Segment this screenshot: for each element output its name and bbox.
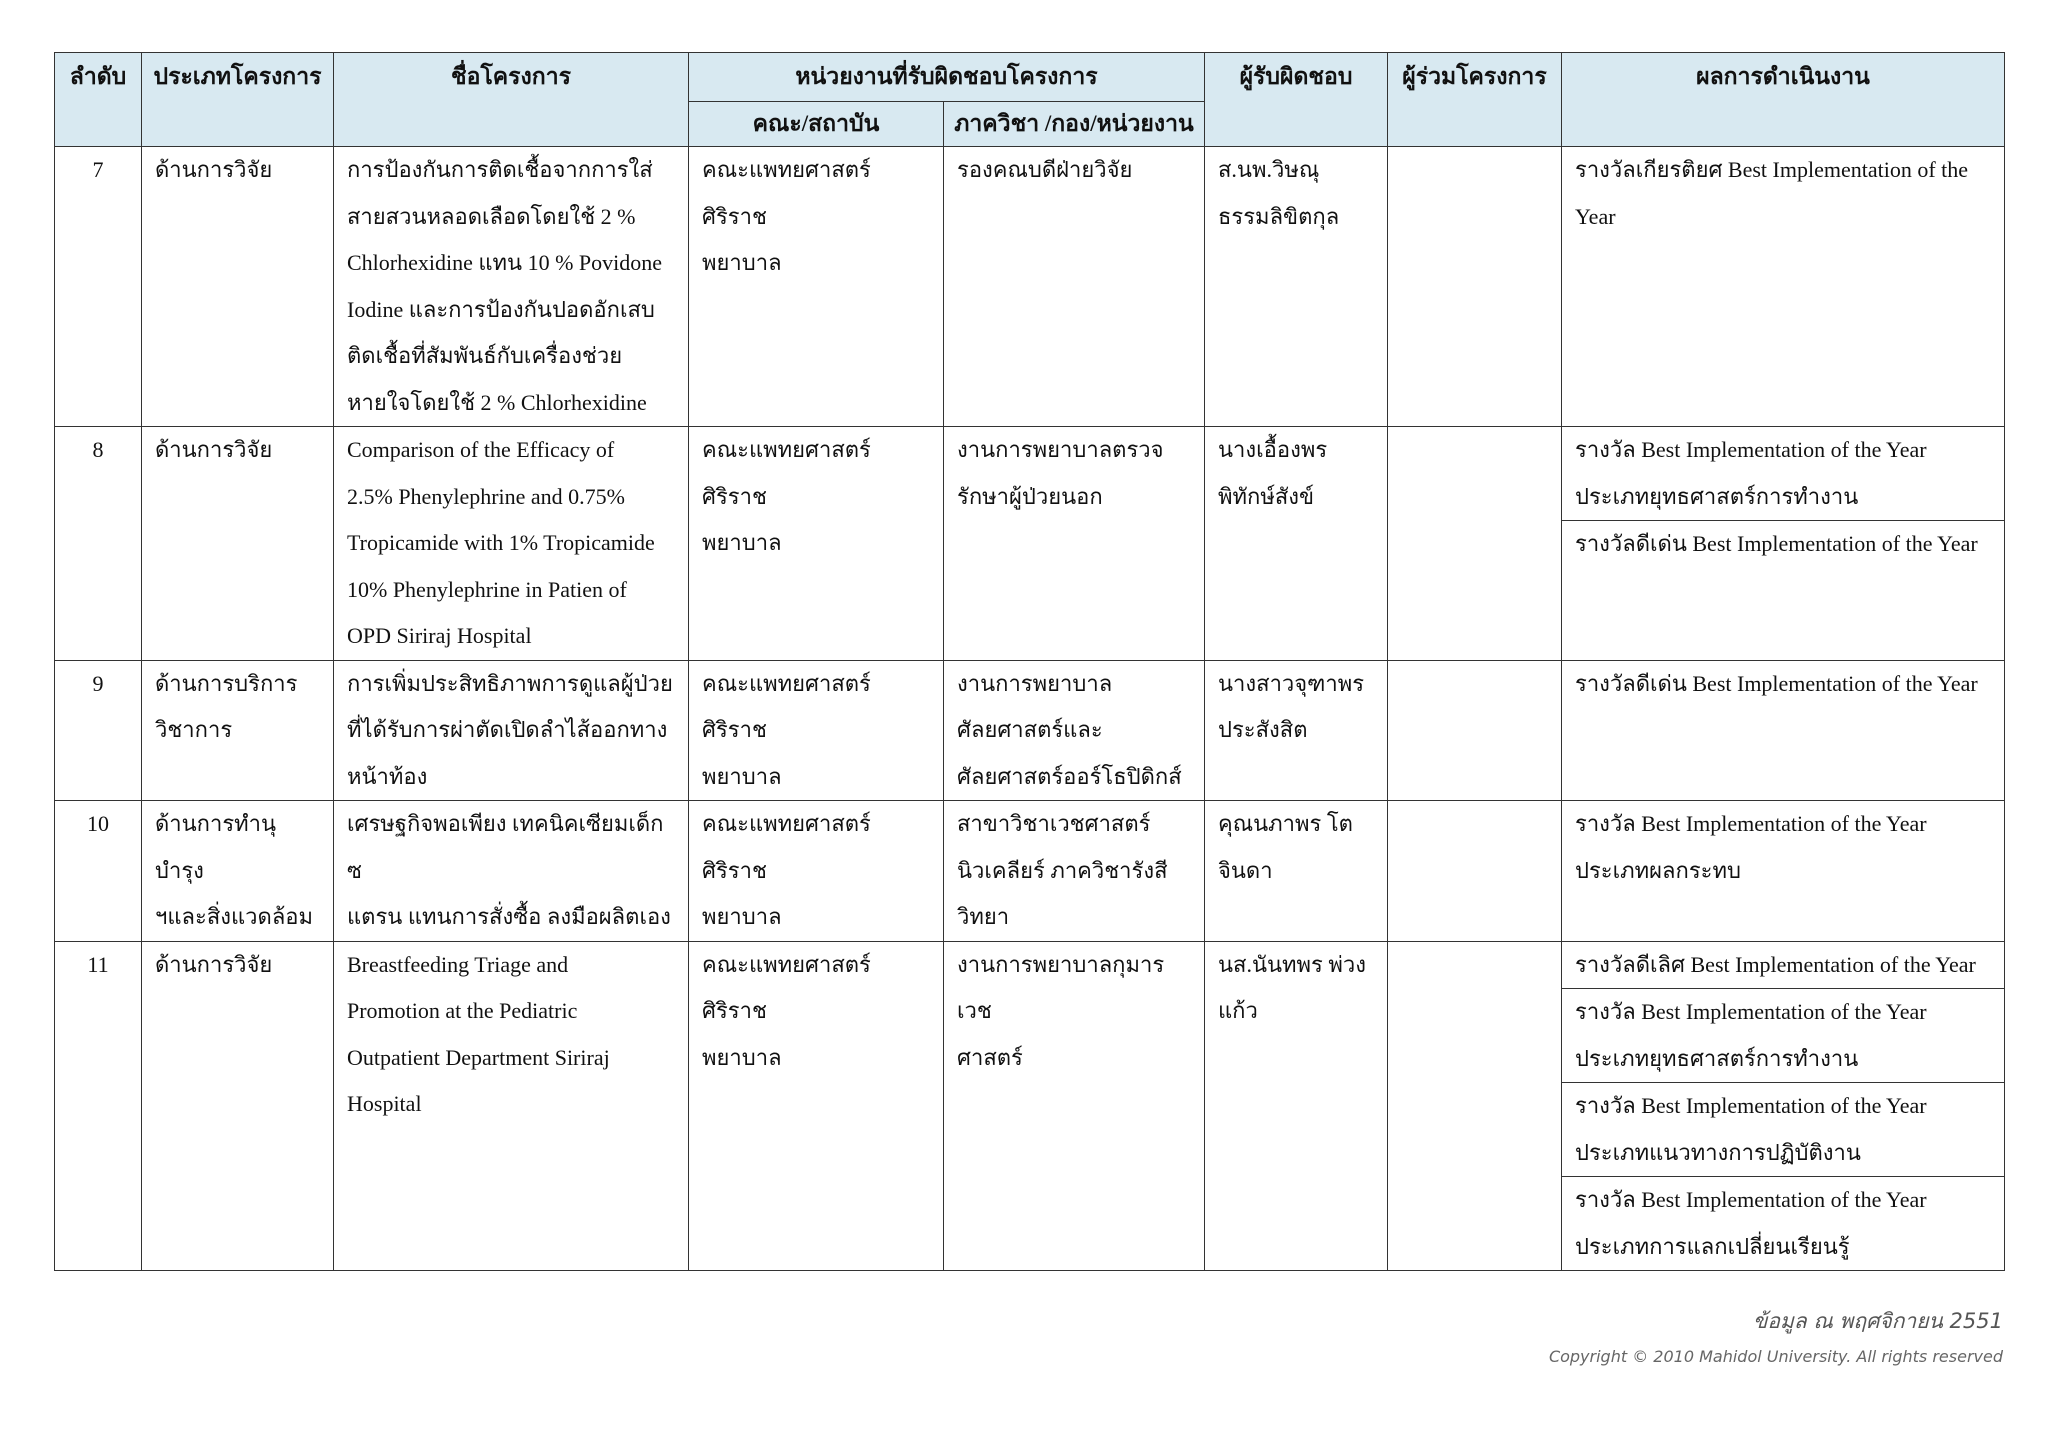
cell-line: Chlorhexidine แทน 10 % Povidone xyxy=(347,250,663,275)
cell-line: แตรน แทนการสั่งซื้อ ลงมือผลิตเอง xyxy=(347,904,671,929)
cell-results xyxy=(1562,147,2005,427)
cell-line: เศรษฐกิจพอเพียง เทคนิคเซียมเด็กซ xyxy=(347,811,664,883)
cell-line: ประเภทแนวทางการปฏิบัติงาน xyxy=(1575,1139,1861,1165)
cell-line: คณะแพทยศาสตร์ศิริราช xyxy=(702,811,871,883)
cell-line: ศาสตร์ xyxy=(957,1044,1023,1070)
cell-line: ด้านการวิจัย xyxy=(155,951,273,977)
header-participants: ผู้ร่วมโครงการ xyxy=(1388,53,1562,147)
result-entry xyxy=(1562,988,2004,1082)
cell-line: หายใจโดยใช้ 2 % Chlorhexidine xyxy=(347,389,647,415)
cell-line: ติดเชื้อที่สัมพันธ์กับเครื่องช่วย xyxy=(347,343,623,368)
cell-seq: 11 xyxy=(55,941,142,1271)
cell-line: คณะแพทยศาสตร์ศิริราช xyxy=(702,437,871,509)
cell-type xyxy=(142,941,334,1271)
cell-line: Comparison of the Efficacy of xyxy=(347,437,615,462)
cell-faculty xyxy=(689,660,944,801)
cell-line: รางวัลเกียรติยศ Best Implementation of the xyxy=(1575,157,1969,182)
cell-faculty xyxy=(689,427,944,661)
cell-line: นิวเคลียร์ ภาควิชารังสี xyxy=(957,857,1168,883)
cell-responsible xyxy=(1205,941,1388,1271)
cell-line: ประเภทยุทธศาสตร์การทำงาน xyxy=(1575,483,1859,509)
table-row xyxy=(55,801,2005,942)
cell-line: งานการพยาบาลกุมารเวช xyxy=(957,951,1165,1023)
cell-line: พยาบาล xyxy=(702,1044,782,1070)
cell-name xyxy=(334,941,689,1271)
header-name: ชื่อโครงการ xyxy=(334,53,689,147)
cell-line: รางวัล Best Implementation of the Year xyxy=(1575,999,1927,1024)
result-entry xyxy=(1562,147,2004,240)
cell-responsible xyxy=(1205,427,1388,661)
table-row xyxy=(55,660,2005,801)
cell-line: พยาบาล xyxy=(702,904,782,929)
cell-faculty xyxy=(689,941,944,1271)
cell-results xyxy=(1562,941,2005,1271)
cell-participants xyxy=(1388,801,1562,942)
cell-line: ประสังสิต xyxy=(1218,717,1308,742)
result-entry xyxy=(1562,1082,2004,1176)
cell-line: แก้ว xyxy=(1218,998,1258,1023)
cell-line: หน้าท้อง xyxy=(347,763,428,789)
cell-line: Hospital xyxy=(347,1091,422,1116)
cell-seq: 7 xyxy=(55,147,142,427)
cell-line: Breastfeeding Triage and xyxy=(347,951,569,977)
cell-line: คณะแพทยศาสตร์ศิริราช xyxy=(702,670,871,742)
result-entry xyxy=(1562,520,2004,568)
cell-line: รางวัล Best Implementation of the Year xyxy=(1575,437,1927,462)
cell-seq: 9 xyxy=(55,660,142,801)
cell-line: ด้านการวิจัย xyxy=(155,437,273,462)
cell-line: พยาบาล xyxy=(702,530,782,555)
cell-line: นางสาวจุฑาพร xyxy=(1218,670,1365,696)
cell-type xyxy=(142,801,334,942)
cell-line: OPD Siriraj Hospital xyxy=(347,623,532,648)
cell-line: 2.5% Phenylephrine and 0.75% xyxy=(347,483,625,509)
header-department: ภาควิชา /กอง/หน่วยงาน xyxy=(944,102,1205,147)
cell-line: งานการพยาบาล xyxy=(957,670,1113,696)
data-date-note: ข้อมูล ณ พฤศจิกายน 2551 xyxy=(1753,1309,2003,1333)
cell-line: สาขาวิชาเวชศาสตร์ xyxy=(957,811,1151,836)
cell-responsible xyxy=(1205,660,1388,801)
header-type: ประเภทโครงการ xyxy=(142,53,334,147)
cell-results xyxy=(1562,801,2005,942)
header-unit-group: หน่วยงานที่รับผิดชอบโครงการ xyxy=(689,53,1205,102)
cell-line: Year xyxy=(1575,203,1616,229)
cell-participants xyxy=(1388,941,1562,1271)
cell-line: คุณนภาพร โต xyxy=(1218,811,1353,836)
header-responsible: ผู้รับผิดชอบ xyxy=(1205,53,1388,147)
result-entry xyxy=(1562,1176,2004,1270)
table-row xyxy=(55,427,2005,661)
cell-line: ศัลยศาสตร์และ xyxy=(957,717,1103,742)
cell-line: ฯและสิ่งแวดล้อม xyxy=(155,904,314,929)
cell-line: ด้านการวิจัย xyxy=(155,157,273,182)
cell-name xyxy=(334,660,689,801)
cell-line: พิทักษ์สังข์ xyxy=(1218,483,1315,509)
cell-seq: 8 xyxy=(55,427,142,661)
cell-line: Outpatient Department Siriraj xyxy=(347,1044,610,1070)
cell-line: รางวัล Best Implementation of the Year xyxy=(1575,1093,1927,1118)
copyright-notice: Copyright © 2010 Mahidol University. All rights reserved xyxy=(1548,1347,2003,1366)
table-row xyxy=(55,941,2005,1271)
cell-name xyxy=(334,147,689,427)
cell-department xyxy=(944,427,1205,661)
cell-results xyxy=(1562,660,2005,801)
cell-line: รางวัลดีเลิศ Best Implementation of the Year xyxy=(1575,951,1976,977)
cell-line: ที่ได้รับการผ่าตัดเปิดลำไส้ออกทาง xyxy=(347,717,668,742)
cell-line: Tropicamide with 1% Tropicamide xyxy=(347,530,655,555)
cell-responsible xyxy=(1205,147,1388,427)
cell-line: การป้องกันการติดเชื้อจากการใส่ xyxy=(347,157,653,182)
cell-line: งานการพยาบาลตรวจ xyxy=(957,437,1164,462)
cell-line: ธรรมลิขิตกุล xyxy=(1218,203,1340,229)
cell-line: พยาบาล xyxy=(702,763,782,789)
cell-line: 10% Phenylephrine in Patien of xyxy=(347,576,627,602)
cell-type xyxy=(142,147,334,427)
cell-line: ประเภทผลกระทบ xyxy=(1575,857,1741,883)
table-header xyxy=(55,53,2005,147)
cell-name xyxy=(334,801,689,942)
cell-department xyxy=(944,801,1205,942)
cell-line: คณะแพทยศาสตร์ศิริราช xyxy=(702,157,871,229)
cell-faculty xyxy=(689,801,944,942)
cell-department xyxy=(944,941,1205,1271)
cell-participants xyxy=(1388,660,1562,801)
cell-line: รักษาผู้ป่วยนอก xyxy=(957,483,1103,509)
cell-line: รางวัลดีเด่น Best Implementation of the Year xyxy=(1575,670,1978,696)
table-row xyxy=(55,147,2005,427)
result-entry xyxy=(1562,942,2004,989)
header-faculty: คณะ/สถาบัน xyxy=(689,102,944,147)
cell-type xyxy=(142,660,334,801)
cell-type xyxy=(142,427,334,661)
cell-line: ด้านการทำนุบำรุง xyxy=(155,811,277,883)
result-entry xyxy=(1562,661,2004,708)
cell-line: รางวัล Best Implementation of the Year xyxy=(1575,1187,1927,1212)
cell-line: วิทยา xyxy=(957,904,1010,929)
cell-participants xyxy=(1388,147,1562,427)
cell-participants xyxy=(1388,427,1562,661)
table-body xyxy=(55,147,2005,1271)
cell-line: วิชาการ xyxy=(155,717,233,742)
cell-results xyxy=(1562,427,2005,661)
cell-department xyxy=(944,147,1205,427)
result-entry xyxy=(1562,801,2004,894)
cell-line: สายสวนหลอดเลือดโดยใช้ 2 % xyxy=(347,203,636,229)
cell-line: ประเภทการแลกเปลี่ยนเรียนรู้ xyxy=(1575,1233,1850,1259)
cell-name xyxy=(334,427,689,661)
cell-responsible xyxy=(1205,801,1388,942)
cell-line: Promotion at the Pediatric xyxy=(347,998,578,1023)
cell-line: นางเอื้องพร xyxy=(1218,437,1328,462)
cell-line: Iodine และการป้องกันปอดอักเสบ xyxy=(347,296,655,322)
cell-line: พยาบาล xyxy=(702,250,782,275)
cell-line: รองคณบดีฝ่ายวิจัย xyxy=(957,157,1133,182)
cell-line: รางวัล Best Implementation of the Year xyxy=(1575,811,1927,836)
cell-line: จินดา xyxy=(1218,857,1273,883)
header-seq: ลำดับ xyxy=(55,53,142,147)
cell-line: คณะแพทยศาสตร์ศิริราช xyxy=(702,951,871,1023)
header-results: ผลการดำเนินงาน xyxy=(1562,53,2005,147)
cell-line: ส.นพ.วิษณุ xyxy=(1218,157,1320,182)
cell-line: การเพิ่มประสิทธิภาพการดูแลผู้ป่วย xyxy=(347,670,673,696)
cell-line: ด้านการบริการ xyxy=(155,670,298,696)
cell-line: รางวัลดีเด่น Best Implementation of the Year xyxy=(1575,531,1978,556)
cell-line: นส.นันทพร พ่วง xyxy=(1218,951,1366,977)
cell-faculty xyxy=(689,147,944,427)
projects-table xyxy=(54,52,2005,1271)
cell-department xyxy=(944,660,1205,801)
result-entry xyxy=(1562,427,2004,520)
cell-seq: 10 xyxy=(55,801,142,942)
cell-line: ศัลยศาสตร์ออร์โธปิดิกส์ xyxy=(957,763,1182,789)
cell-line: ประเภทยุทธศาสตร์การทำงาน xyxy=(1575,1045,1859,1071)
